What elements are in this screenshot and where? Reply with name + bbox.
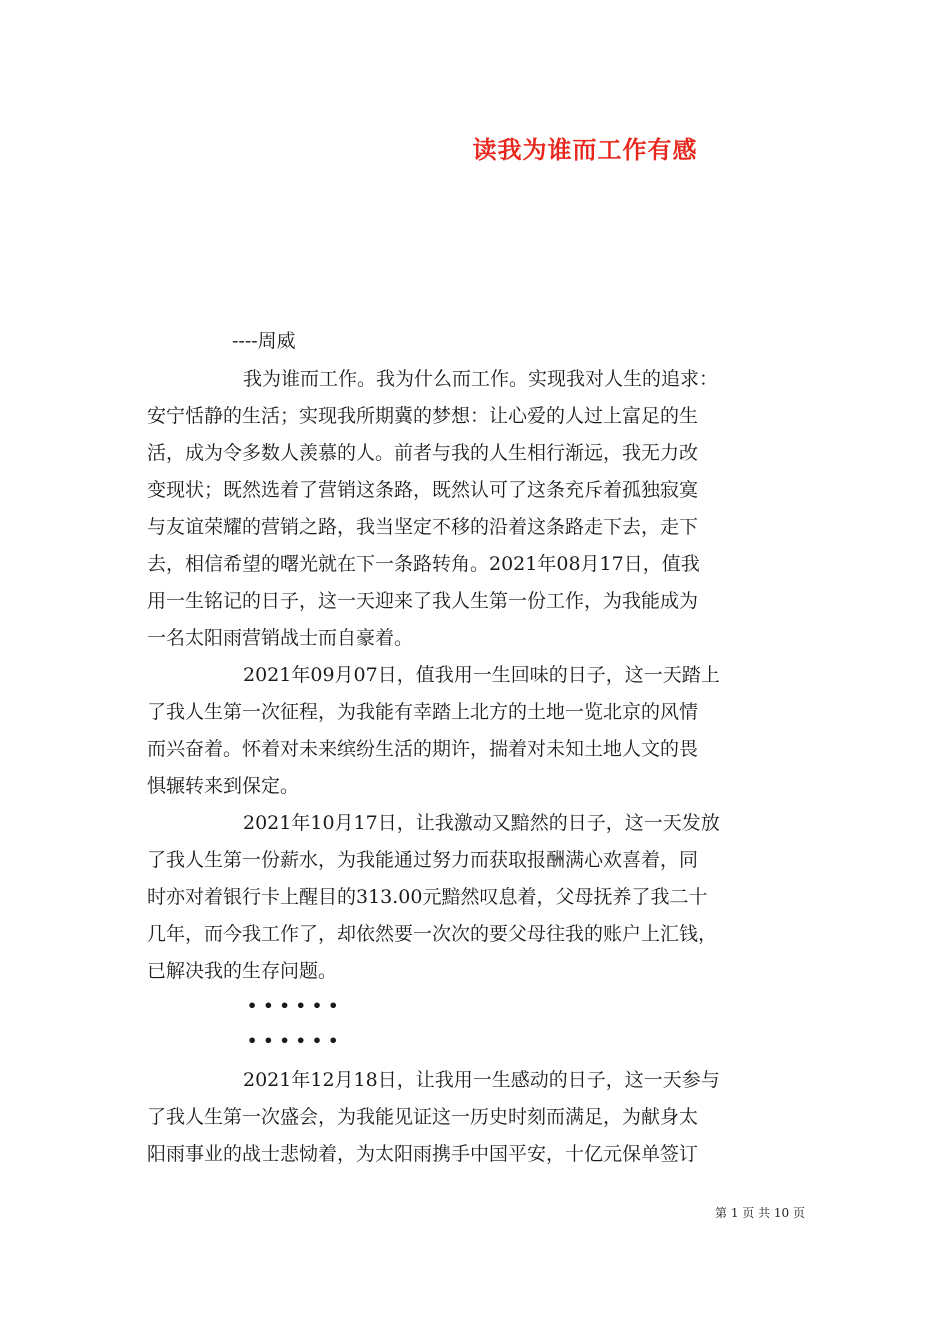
author-line: ----周威	[232, 330, 296, 352]
paragraph-line: 活，成为令多数人羡慕的人。前者与我的人生相行渐远，我无力改	[147, 442, 699, 464]
paragraph-line: 时亦对着银行卡上醒目的313.00元黯然叹息着，父母抚养了我二十	[147, 886, 708, 908]
paragraph-line: 2021年12月18日，让我用一生感动的日子，这一天参与	[243, 1069, 720, 1091]
paragraph-line: 了我人生第一次盛会，为我能见证这一历史时刻而满足，为献身太	[147, 1106, 699, 1128]
paragraph-line: 一名太阳雨营销战士而自豪着。	[147, 627, 414, 649]
paragraph-line: 我为谁而工作。我为什么而工作。实现我对人生的追求：	[243, 368, 719, 390]
paragraph-line: 2021年10月17日，让我激动又黯然的日子，这一天发放	[243, 812, 720, 834]
page-number-footer: 第 1 页 共 10 页	[715, 1206, 805, 1220]
paragraph-line: 惧辗转来到保定。	[147, 775, 300, 797]
ellipsis-dots: ••••••	[247, 1031, 345, 1050]
paragraph-line: 与友谊荣耀的营销之路，我当坚定不移的沿着这条路走下去，走下	[147, 516, 699, 538]
paragraph-line: 了我人生第一次征程，为我能有幸踏上北方的土地一览北京的风情	[147, 701, 699, 723]
paragraph-line: 几年，而今我工作了，却依然要一次次的要父母往我的账户上汇钱，	[147, 923, 718, 945]
paragraph-line: 安宁恬静的生活；实现我所期冀的梦想：让心爱的人过上富足的生	[147, 405, 699, 427]
paragraph-line: 变现状；既然选着了营销这条路，既然认可了这条充斥着孤独寂寞	[147, 479, 699, 501]
paragraph-line: 已解决我的生存问题。	[147, 960, 338, 982]
paragraph-line: 了我人生第一份薪水，为我能通过努力而获取报酬满心欢喜着，同	[147, 849, 699, 871]
paragraph-line: 去，相信希望的曙光就在下一条路转角。2021年08月17日，值我	[147, 553, 700, 575]
paragraph-line: 用一生铭记的日子，这一天迎来了我人生第一份工作，为我能成为	[147, 590, 699, 612]
paragraph-line: 而兴奋着。怀着对未来缤纷生活的期许，揣着对未知土地人文的畏	[147, 738, 699, 760]
paragraph-line: 2021年09月07日，值我用一生回味的日子，这一天踏上	[243, 664, 720, 686]
ellipsis-dots: ••••••	[247, 996, 345, 1015]
paragraph-line: 阳雨事业的战士悲恸着，为太阳雨携手中国平安，十亿元保单签订	[147, 1143, 699, 1165]
document-title: 读我为谁而工作有感	[472, 135, 698, 164]
